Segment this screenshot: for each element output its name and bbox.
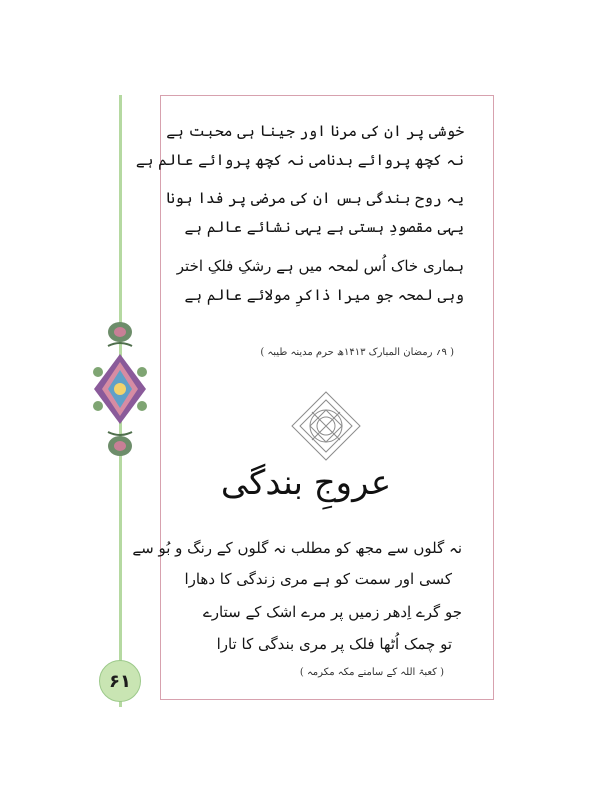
poem1-note: ( ۹؍ رمضان المبارک ۱۴۱۳ھ حرم مدینہ طیبہ ) [260, 347, 454, 358]
page-number-badge [99, 660, 141, 702]
poem1-line-3: یہ روح بندگی بس ان کی مرضی پر فدا ہونا [166, 189, 464, 207]
poem2-note: ( کعبۃ اللہ کے سامنے مکہ مکرمہ ) [299, 667, 444, 678]
poem1-line-4: یہی مقصودِ ہستی ہے یہی نشائے عالم ہے [184, 218, 464, 236]
floral-ornament-icon [88, 314, 152, 464]
poem1-line-2: نہ کچھ پروائے بدنامی نہ کچھ پروائے عالم ہے [135, 151, 464, 169]
medallion-icon [290, 390, 362, 462]
poem2-line-2: کسی اور سمت کو ہے مری زندگی کا دھارا [184, 570, 452, 588]
poem1-line-1: خوشی پر ان کی مرنا اور جینا ہی محبت ہے [166, 122, 464, 140]
poem2-title: عروجِ بندگی [220, 463, 392, 503]
page-number: ۶۱ [109, 670, 131, 692]
poem2-line-1: نہ گلوں سے مجھ کو مطلب نہ گلوں کے رنگ و بُو سے [132, 539, 462, 557]
poem2-line-3: جو گرے اِدھر زمیں پر مرے اشک کے ستارے [203, 603, 462, 621]
poem2-line-4: تو چمک اُٹھا فلک پر مری بندگی کا تارا [216, 635, 452, 653]
poem1-line-6: وہی لمحہ جو میرا ذاکرِ مولائے عالم ہے [184, 286, 464, 304]
poem1-line-5: ہماری خاک اُس لمحہ میں ہے رشکِ فلکِ اختر [176, 257, 464, 275]
